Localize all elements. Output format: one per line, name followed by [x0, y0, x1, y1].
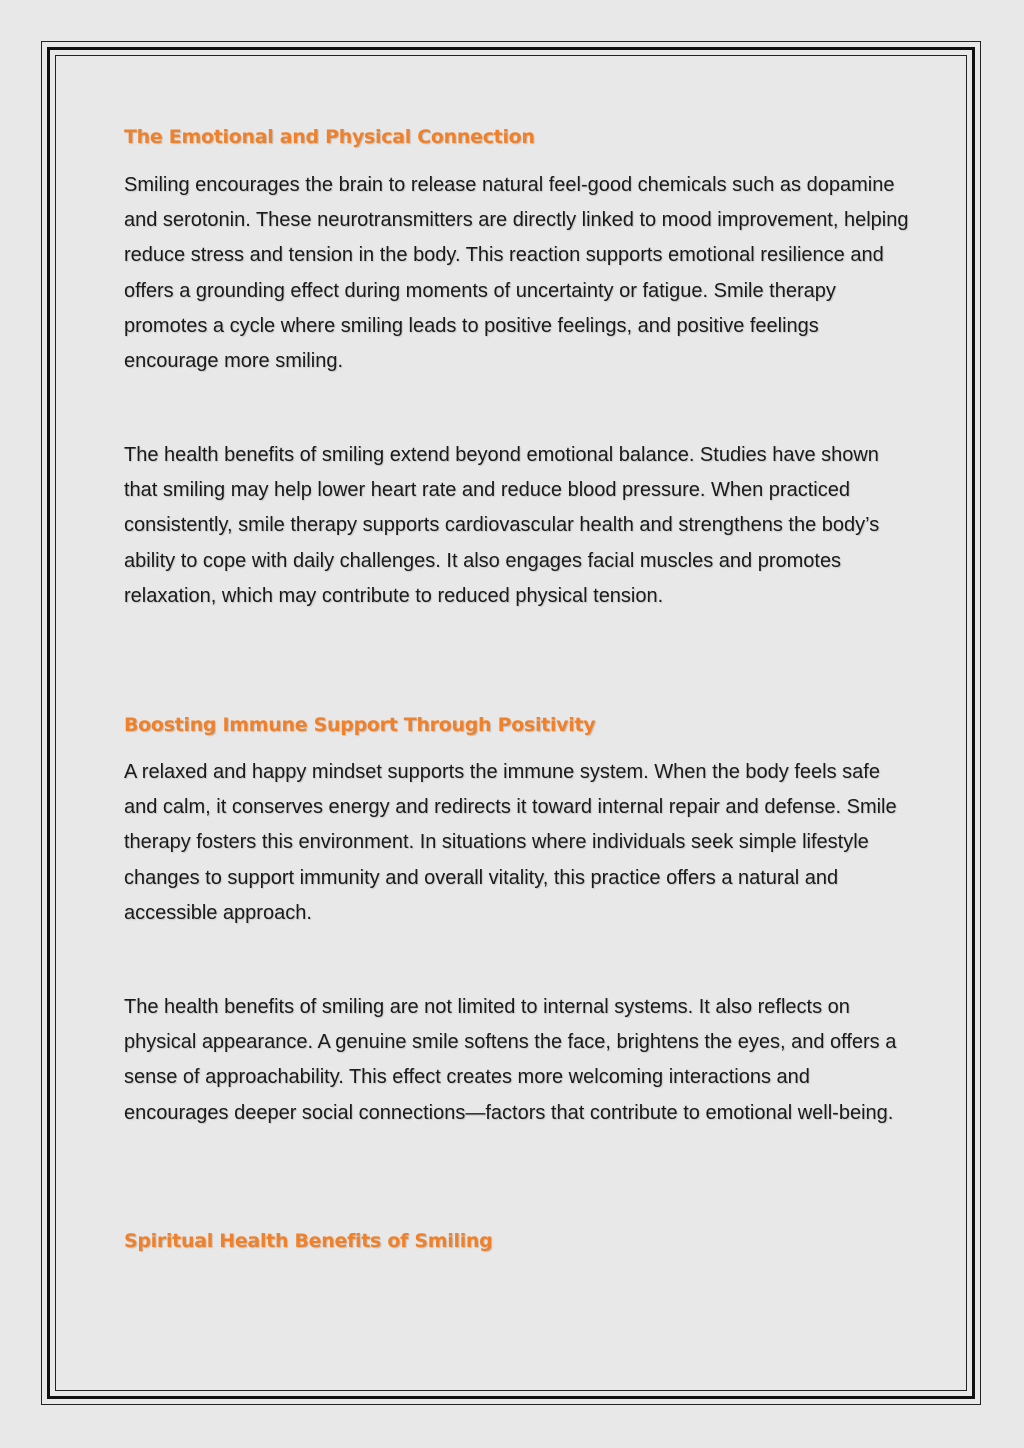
paragraph-cardiovascular-benefits: The health benefits of smiling extend beyond emotional balance. Studies have shown that smiling may help lower heart rate and reduce blood pressure. When practiced consistently, smile therapy supports cardiovascular health and strengthens the body’s ability to cope with daily challenges. It also engages facial muscles and promotes relaxation, which may contribute to reduced physical tension.	[124, 444, 880, 607]
paragraph-feel-good-chemicals: Smiling encourages the brain to release natural feel-good chemicals such as dopamine and serotonin. These neurotransmitters are directly linked to mood improvement, helping reduce stress and tension in the body. This reaction supports emotional resilience and offers a grounding effect during moments of uncertainty or fatigue. Smile therapy promotes a cycle where smiling leads to positive feelings, and positive feelings encourage more smiling.	[124, 174, 909, 373]
paragraph-physical-appearance: The health benefits of smiling are not limited to internal systems. It also reflects on physical appearance. A genuine smile softens the face, brightens the eyes, and offers a sense of approachability. This effect creates more welcoming interactions and encourages deeper social connections—factors that contribute to emotional well-being.	[124, 996, 897, 1124]
section-heading-emotional-physical: The Emotional and Physical Connection	[124, 126, 535, 148]
section-heading-spiritual-benefits: Spiritual Health Benefits of Smiling	[124, 1230, 493, 1252]
paragraph-immune-system: A relaxed and happy mindset supports the immune system. When the body feels safe and calm, it conserves energy and redirects it toward internal repair and defense. Smile therapy fosters this environment. In situations where individuals seek simple lifestyle changes to support immunity and overall vitality, this practice offers a natural and accessible approach.	[124, 761, 897, 924]
section-heading-immune-support: Boosting Immune Support Through Positivity	[124, 714, 596, 736]
